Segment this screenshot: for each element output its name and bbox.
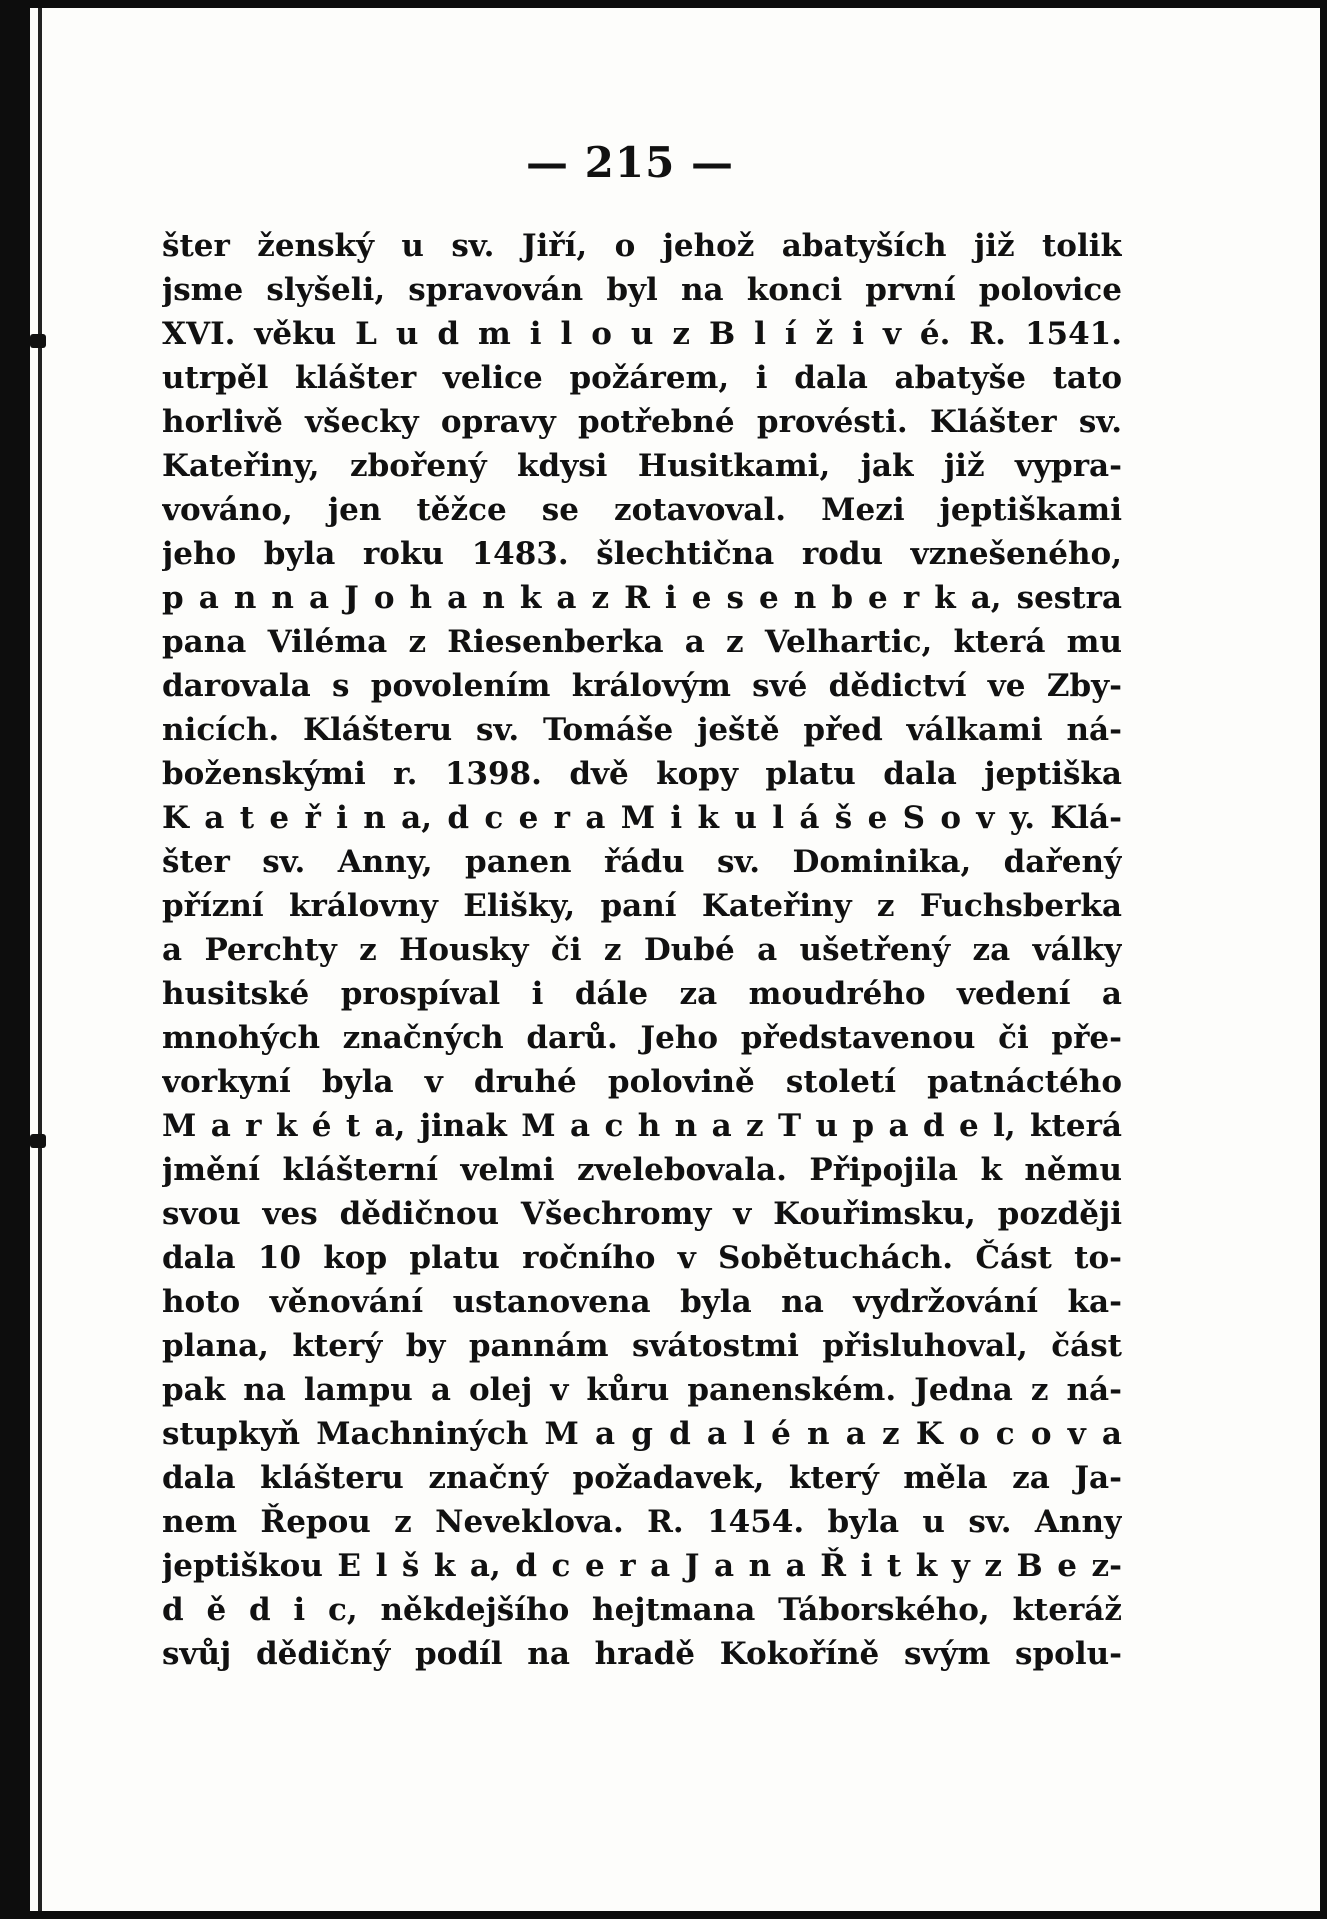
text-line: Kateřiny, zbořený kdysi Husitkami, jak již vypra- (162, 448, 1122, 484)
text-line: šter ženský u sv. Jiří, o jehož abatyších již tolik (162, 228, 1122, 264)
text-line: pana Viléma z Riesenberka a z Velhartic, která mu (162, 624, 1122, 660)
text-line: jeho byla roku 1483. šlechtična rodu vznešeného, (162, 536, 1122, 572)
text-line: husitské prospíval i dále za moudrého vedení a (162, 976, 1122, 1012)
text-line: jmění klášterní velmi zvelebovala. Připojila k němu (162, 1152, 1122, 1188)
text-line: XVI. věku L u d m i l o u z B l í ž i v é. R. 1541. (162, 316, 1122, 352)
text-line: jeptiškou E l š k a, d c e r a J a n a Ř i t k y z B e z- (162, 1548, 1122, 1584)
text-line: M a r k é t a, jinak M a c h n a z T u p a d e l, která (162, 1108, 1122, 1144)
binding-edge (38, 8, 42, 1911)
text-line: stupkyň Machniných M a g d a l é n a z K o c o v a (162, 1416, 1122, 1452)
page-number: — 215 — (526, 138, 734, 187)
text-line: a Perchty z Housky či z Dubé a ušetřený za války (162, 932, 1122, 968)
text-line: p a n n a J o h a n k a z R i e s e n b e r k a, sestra (162, 580, 1122, 616)
text-line: svou ves dědičnou Všechromy v Kouřimsku, později (162, 1196, 1122, 1232)
text-line: darovala s povolením královým své dědictví ve Zby- (162, 668, 1122, 704)
text-line: plana, který by pannám svátostmi přisluhoval, část (162, 1328, 1122, 1364)
binding-mark (30, 334, 46, 348)
text-line: K a t e ř i n a, d c e r a M i k u l á š e S o v y. Klá- (162, 800, 1122, 836)
binding-mark (30, 1134, 46, 1148)
text-line: boženskými r. 1398. dvě kopy platu dala jeptiška (162, 756, 1122, 792)
text-line: horlivě všecky opravy potřebné provésti. Klášter sv. (162, 404, 1122, 440)
text-line: hoto věnování ustanovena byla na vydržování ka- (162, 1284, 1122, 1320)
text-line: pak na lampu a olej v kůru panenském. Jedna z ná- (162, 1372, 1122, 1408)
text-line: svůj dědičný podíl na hradě Kokoříně svým spolu- (162, 1636, 1122, 1672)
text-line: d ě d i c, někdejšího hejtmana Táborského, kteráž (162, 1592, 1122, 1628)
book-page (30, 8, 1320, 1911)
text-line: nem Řepou z Neveklova. R. 1454. byla u sv. Anny (162, 1504, 1122, 1540)
text-line: mnohých značných darů. Jeho představenou či pře- (162, 1020, 1122, 1056)
text-line: vorkyní byla v druhé polovině století patnáctého (162, 1064, 1122, 1100)
text-line: přízní královny Elišky, paní Kateřiny z Fuchsberka (162, 888, 1122, 924)
text-line: utrpěl klášter velice požárem, i dala abatyše tato (162, 360, 1122, 396)
text-line: dala 10 kop platu ročního v Sobětuchách. Část to- (162, 1240, 1122, 1276)
text-line: šter sv. Anny, panen řádu sv. Dominika, dařený (162, 844, 1122, 880)
text-line: jsme slyšeli, spravován byl na konci první polovice (162, 272, 1122, 308)
text-line: nicích. Klášteru sv. Tomáše ještě před válkami ná- (162, 712, 1122, 748)
text-line: dala klášteru značný požadavek, který měla za Ja- (162, 1460, 1122, 1496)
text-line: vováno, jen těžce se zotavoval. Mezi jeptiškami (162, 492, 1122, 528)
body-text (162, 224, 1122, 1676)
